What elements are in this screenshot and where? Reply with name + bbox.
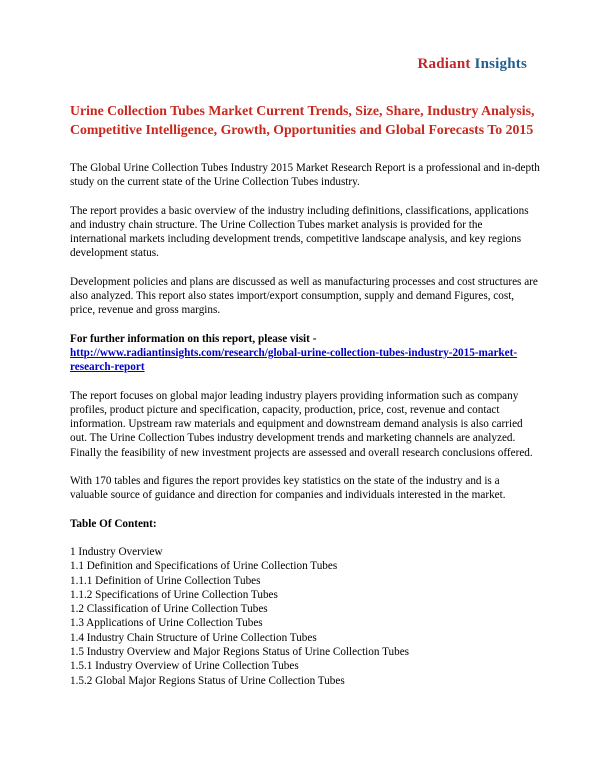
- paragraph-overview: The report provides a basic overview of the industry including definitions, classifications, applications and industry chain structure. The Urine Collection Tubes market analysis is provided for the international markets including development trends, competitive landscape analysis, and key regions development status.: [70, 204, 529, 260]
- further-info-lead: For further information on this report, please visit -: [70, 332, 317, 345]
- toc-item: 1.3 Applications of Urine Collection Tubes: [70, 617, 263, 630]
- toc-item: 1.1.2 Specifications of Urine Collection Tubes: [70, 588, 278, 601]
- paragraph-policies: Development policies and plans are discussed as well as manufacturing processes and cost structures are also analyzed. This report also states import/export consumption, supply and demand Figures, cost, price, revenue and gross margins.: [70, 275, 538, 317]
- toc-item: 1.2 Classification of Urine Collection Tubes: [70, 603, 268, 616]
- logo-word-radiant: Radiant: [417, 56, 471, 72]
- document-body: [70, 101, 540, 688]
- toc-item: 1.1.1 Definition of Urine Collection Tubes: [70, 574, 261, 587]
- radiant-insights-logo: [417, 56, 527, 73]
- toc-item: 1.5.2 Global Major Regions Status of Urine Collection Tubes: [70, 674, 345, 687]
- toc-item: 1.5.1 Industry Overview of Urine Collection Tubes: [70, 660, 299, 673]
- paragraph-players: The report focuses on global major leading industry players providing information such as company profiles, product picture and specification, capacity, production, price, cost, revenue and contact information. Upstream raw materials and equipment and downstream demand analysis is also carried out. The Urine Collection Tubes industry development trends and marketing channels are analyzed. Finally the feasibility of new investment projects are assessed and overall research conclusions offered.: [70, 389, 533, 459]
- paragraph-tables: With 170 tables and figures the report provides key statistics on the state of the industry and is a valuable source of guidance and direction for companies and individuals interested in the market.: [70, 475, 506, 502]
- toc-item: 1.1 Definition and Specifications of Urine Collection Tubes: [70, 560, 338, 573]
- logo-word-insights: Insights: [474, 56, 527, 72]
- report-title: Urine Collection Tubes Market Current Trends, Size, Share, Industry Analysis, Competitive Intelligence, Growth, Opportunities and Global Forecasts To 2015: [70, 103, 535, 137]
- table-of-contents: [70, 545, 540, 688]
- toc-title: Table Of Content:: [70, 517, 157, 530]
- toc-item: 1.5 Industry Overview and Major Regions Status of Urine Collection Tubes: [70, 646, 410, 659]
- toc-item: 1 Industry Overview: [70, 545, 163, 558]
- paragraph-intro: The Global Urine Collection Tubes Industry 2015 Market Research Report is a professional and in-depth study on the current state of the Urine Collection Tubes industry.: [70, 162, 540, 189]
- report-link[interactable]: http://www.radiantinsights.com/research/global-urine-collection-tubes-industry-2015-market-research-report: [70, 346, 518, 374]
- toc-item: 1.4 Industry Chain Structure of Urine Collection Tubes: [70, 631, 317, 644]
